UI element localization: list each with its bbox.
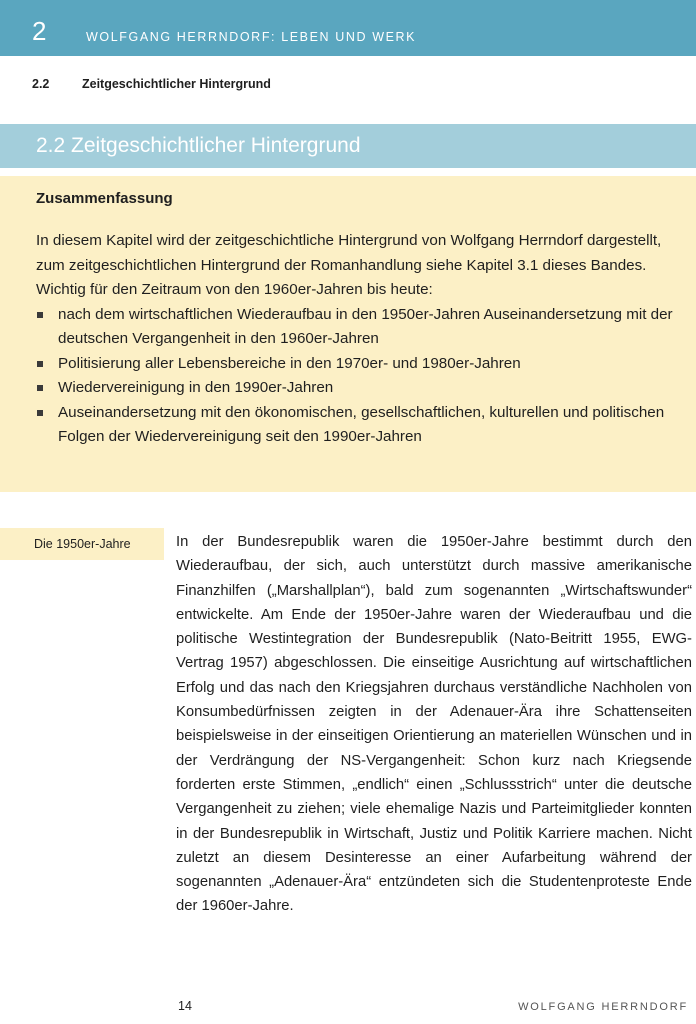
breadcrumb-number: 2.2 <box>32 77 50 91</box>
square-bullet-icon <box>37 361 43 367</box>
bullet-text: Wiedervereinigung in den 1990er-Jahren <box>58 379 334 396</box>
bullet-text: Politisierung aller Lebensbereiche in den 1970er- und 1980er-Jahren <box>58 354 521 372</box>
margin-note-box <box>0 528 164 560</box>
list-item <box>36 352 676 377</box>
summary-box <box>0 176 696 492</box>
summary-bullet-list <box>36 303 676 450</box>
summary-heading: Zusammenfassung <box>36 190 173 207</box>
section-title: 2.2 Zeitgeschichtlicher Hintergrund <box>36 134 361 157</box>
page-number: 14 <box>178 999 192 1013</box>
summary-text <box>36 229 676 450</box>
body-paragraph: In der Bundesrepublik waren die 1950er-Jahre bestimmt durch den Wiederaufbau, der sich, auch unterstützt durch massive amerikanische Finanzhilfen („Marshallplan“), bald zum sogenannten „Wirtschaftswunder“ entwickelte. Am Ende der 1950er-Jahre waren der Wiederaufbau und die politische Westintegration der Bundesrepublik (Nato-Beitritt 1955, EWG-Vertrag 1957) abgeschlossen. Die einseitige Ausrichtung auf wirtschaftlichen Erfolg und das nach den Kriegsjahren durchaus verständliche Nachholen von Konsumbedürfnissen zeigten in der Adenauer-Ära ihre Schattenseiten beispielsweise in der einseitigen Orientierung an materiellen Wünschen und in der Verdrängung der NS-Vergangenheit: Schon kurz nach Kriegsende forderten erste Stimmen, „endlich“ einen „Schlussstrich“ unter die deutsche Vergangenheit zu ziehen; viele ehemalige Nazis und Parteimitglieder konnten in der Bundesrepublik in Wirtschaft, Justiz und Politik Karriere machen. Nicht zuletzt an diesem Desinteresse an einer Aufarbeitung während der sogenannten „Adenauer-Ära“ entzündeten sich die Studentenproteste Ende der 1960er-Jahre. <box>176 534 692 915</box>
chapter-title: WOLFGANG HERRNDORF: LEBEN UND WERK <box>86 30 417 44</box>
chapter-header-bar <box>0 0 696 56</box>
footer-author: WOLFGANG HERRNDORF <box>518 1001 688 1013</box>
body-text <box>176 530 692 919</box>
square-bullet-icon <box>37 410 43 416</box>
list-item <box>36 401 676 450</box>
margin-note: Die 1950er-Jahre <box>34 537 131 551</box>
list-item <box>36 376 676 401</box>
square-bullet-icon <box>37 312 43 318</box>
summary-lead: Wichtig für den Zeitraum von den 1960er-Jahren bis heute: <box>36 281 433 298</box>
breadcrumb-title: Zeitgeschichtlicher Hintergrund <box>82 77 271 91</box>
list-item <box>36 303 676 352</box>
chapter-number: 2 <box>32 16 47 46</box>
summary-intro: In diesem Kapitel wird der zeitgeschichtliche Hintergrund von Wolfgang Herrndorf dargestellt, zum zeitgeschichtlichen Hintergrund der Romanhandlung siehe Kapitel 3.1 dieses Bandes. <box>36 232 662 274</box>
section-title-bar <box>0 124 696 168</box>
section-breadcrumb <box>32 76 271 92</box>
bullet-text: nach dem wirtschaftlichen Wiederaufbau in den 1950er-Jahren Auseinandersetzung mit der deutschen Vergangenheit in den 1960er-Jahren <box>58 305 673 347</box>
bullet-text: Auseinandersetzung mit den ökonomischen, gesellschaftlichen, kulturellen und politischen Folgen der Wiedervereinigung seit den 1990er-Jahren <box>58 403 665 445</box>
square-bullet-icon <box>37 385 43 391</box>
